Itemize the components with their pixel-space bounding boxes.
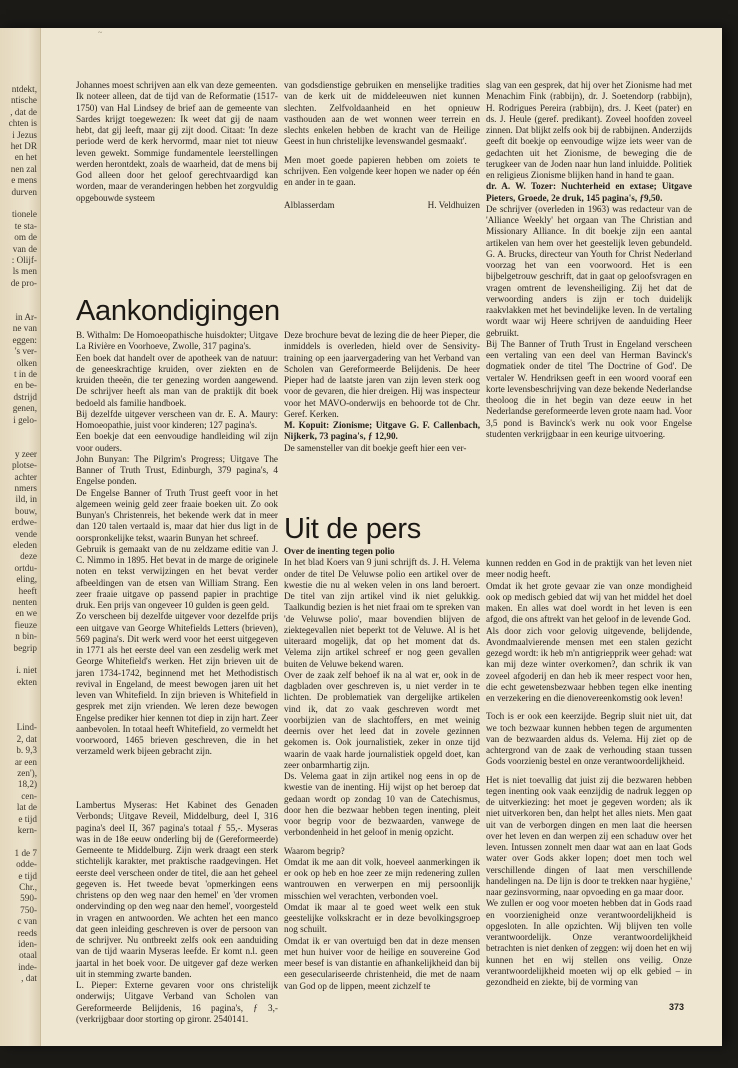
gutter-fragment: bouw, <box>14 505 37 516</box>
gutter-fragment: in Ar- <box>15 312 37 322</box>
gutter-fragment: Lind- <box>16 722 37 733</box>
announcement: Een boek dat handelt over de apotheek van de natuur: de geneeskrachtige kruiden, over ziekten en de kruiden theeën, die ter genezing worden aangewend. De schrijver heeft als man van de praktijk dit boek bedoeld als familie handboek. <box>76 352 278 408</box>
aankondigingen-col-1 <box>76 330 278 758</box>
gutter-fragment: nen zal <box>10 163 37 174</box>
gutter-fragment: begrip <box>13 642 37 653</box>
gutter-fragment: ar een <box>14 756 37 767</box>
announcement: De Engelse Banner of Truth Trust geeft voor in het algemeen weinig geld zeer fraaie boeken uit. Zo ook Bunyan's Christenreis, het bekende werk dat in meer dan 120 talen vertaald is, maar dat hier dus ligt in de oorspronkelijke tekst, waarin Bunyan het schreef. <box>76 487 278 543</box>
gutter-fragment: en we <box>15 608 37 619</box>
gutter-fragment: e tijd <box>18 870 37 881</box>
gutter-fragment: eling, <box>16 574 37 585</box>
gutter-fragment: : Olijf- <box>11 255 37 265</box>
previous-page-gutter <box>0 28 41 1046</box>
gutter-fragment: reeds <box>17 927 37 938</box>
gutter-fragment: achter <box>14 471 37 482</box>
review-para: De schrijver (overleden in 1963) was redacteur van de 'Alliance Weekly' het orgaan van The Christian and Missionary Alliance. In dit boekje zijn een aantal artikelen van hem over het geestelijk leven gebundeld. G. A. Brucks, directeur van Youth for Christ Nederland voorzag het van een voorwoord. Het is een bijbelgetrouw geschrift, dat in gaat op geloofsvragen en vragen omtrent de levensheiliging. Zij het dat de verwoording anders is zijn er toch duidelijk raakvlakken met het bevindelijke leven. In de vertaling wordt waar wij Heere schrijven de aanduiding Heer gebruikt. <box>486 203 692 338</box>
intro-para: van godsdienstige gebruiken en menselijke tradities van de kerk uit de middeleeuwen niet kunnen slechten. Zelfvoldaanheid en het opnieuw vasthouden aan de wet wonnen weer terrein en slechts enkelen hebben de kracht van de Heilige Geest in hun christelijke levenswandel gesmaakt'. <box>284 80 480 147</box>
gutter-fragment: , dat de <box>10 106 37 117</box>
gutter-fragment: ortdu- <box>14 562 37 573</box>
gutter-fragment: te sta- <box>14 220 37 231</box>
gutter-fragment: en het <box>14 152 37 163</box>
gutter-fragment: deze <box>20 551 37 562</box>
uit-de-pers-col-2 <box>284 546 480 992</box>
article-para: Omdat ik er van overtuigd ben dat in deze mensen met hun huiver voor de heilige en souvereine God meer besef is van distantie en afhankelijkheid dan bij een geseculariseerde christenheid, die met de naam van God op de lippen, meent zichzelf te <box>284 935 480 991</box>
gutter-fragment: cen- <box>21 790 37 801</box>
gutter-fragment: genen, <box>12 403 37 414</box>
gutter-fragment: ild, in <box>15 494 37 505</box>
announcement: Zo verscheen bij dezelfde uitgever voor dezelfde prijs een uitgave van George Whitefields Letters (brieven), 569 pagina's. Dit werk werd voor het eerst uitgegeven in 1771 als het eerste deel van een zesdelig werk met George Whitefield's werken. Het zijn brieven uit de jaren 1734-1742, beginnend met het Methodistisch revival in Engeland, de meest bewogen jaren uit het leven van Whitefield. In zijn brieven is Whitefield in gesprek met zijn vrienden. We leren deze bewogen Engelse prediker hier kennen tot diep in zijn hart. Zeer aanbevolen. In totaal heeft Whitefield, zo vermeldt het voorwoord, 1465 brieven geschreven, die in het verzameld werk bijeen gebracht zijn. <box>76 611 278 757</box>
gutter-fragment: tionele <box>11 209 37 220</box>
gutter-fragment: ntische <box>10 95 37 106</box>
announcement: Lambertus Myseras: Het Kabinet des Genaden Verbonds; Uitgave Reveil, Middelburg, deel I, 316 pagina's deel II, 367 pagina's totaal ƒ 55,-. Myseras was in de 18e eeuw onderling bij de (Gereformeerde) Gemeente te Middelburg. Zijn werk draagt een sterk stichtelijk karakter, met praktische raadgevingen. Het eerste deel verscheen onder de titel, die aan het geheel gegeven is. Het tweede bevat 'opmerkingen eens christens op den weg naar den hemel' en 'der vromen ondervinding op den weg naar den hemel', voorgesteld in vragen en antwoorden. We achten het een manco dat geen inleiding geschreven is over de persoon van de schrijver. Nu ontbreekt zelfs ook een aanduiding van de tijd waarin Myseras leefde. Er komt n.l. geen jaartal in het boek voor. De uitgever gaf deze werken uit in stemming zwarte banden. <box>76 800 278 979</box>
gutter-fragment: nenten <box>12 597 37 607</box>
intro-para: Ik noteer alleen, dat de tijd van de Reformatie (1517-1750) van Hal Lindsey de brief aan de gemeente van Sardes krijgt toegewezen: Ik weet dat gij de naam hebt, dat gij leeft, maar gij zijt dood. Citaat: 'In deze periode werd de kerk hervormd, maar niet tot nieuw leven gewekt. Sommige fundamentele leerstellingen werden herontdekt, zoals de waarheid, dat de mens bij God alleen door het geloof gerechtvaardigd kan worden, maar de veranderingen hebben het zorgvuldig opgebouwde systeem <box>76 91 278 203</box>
article-para: Omdat ik me aan dit volk, hoeveel aanmerkingen ik er ook op heb en hoe zeer ze mijn redenering zullen wantrouwen en verwerpen en mij persoonlijk misschien wel verachten, verbonden voel. <box>284 856 480 901</box>
gutter-fragment: 590- <box>20 893 37 904</box>
magazine-page <box>0 28 722 1046</box>
gutter-fragment: zen'), <box>17 768 37 778</box>
gutter-fragment: b. 9,3 <box>16 745 37 756</box>
page-number: 373 <box>668 1002 684 1012</box>
gutter-fragment: ekten <box>17 676 37 687</box>
intro-col-2 <box>284 80 480 212</box>
intro-para: Johannes moest schrijven aan elk van deze gemeenten. <box>76 80 278 90</box>
gutter-fragment: eggen: <box>12 334 37 345</box>
gutter-fragment: lat de <box>16 802 37 813</box>
gutter-fragment: olken <box>16 357 37 368</box>
gutter-fragment: ls men <box>12 266 37 277</box>
gutter-fragment: plotse- <box>11 460 37 471</box>
aankondigingen-col-2 <box>284 330 480 454</box>
intro-col-1 <box>76 80 278 204</box>
gutter-fragment: 1 de 7 <box>14 847 37 858</box>
intro-para: Men moet goede papieren hebben om zoiets te schrijven. Een volgende keer hopen we nader op één en ander in te gaan. <box>284 154 480 187</box>
gutter-fragment: e mens <box>11 175 37 186</box>
gutter-fragment: de pro- <box>10 277 37 288</box>
signature <box>284 200 480 211</box>
gutter-fragment: kern- <box>17 825 37 835</box>
gutter-fragment: n bin- <box>15 631 37 642</box>
announcement: L. Pieper: Externe gevaren voor ons christelijk onderwijs; Uitgave Verband van Scholen van Gereformeerde Belijdenis, 16 pagina's, ƒ 3,- (verkrijgbaar door storting op gironr. 2540141. <box>76 980 278 1024</box>
gutter-fragment: chten is <box>8 118 37 129</box>
gutter-fragment: 2, dat <box>16 733 37 744</box>
gutter-fragment: i gelo- <box>13 414 37 425</box>
gutter-fragment: iden- <box>18 939 37 949</box>
gutter-fragment: 's ver- <box>14 346 37 357</box>
gutter-fragment: eleden <box>13 540 37 550</box>
gutter-fragment: nmers <box>14 483 37 493</box>
announcement: Gebruik is gemaakt van de nu zeldzame editie van J. C. Nimmo in 1895. Het bevat in de marge de originele noten en tekst verwijzingen en het bevat verder afbeeldingen van de etsen van William Strang. Een zeer fraaie uitgave op passend papier in prachtige druk. Een prijs van ongeveer 10 gulden is geen geld. <box>76 543 278 610</box>
review-para: Bij The Banner of Truth Trust in Engeland verscheen een vertaling van een deel van Herman Bavinck's dogmatiek onder de titel 'The Doctrine of God'. De vertaler W. Hendriksen geeft in een woord vooraf een korte levensbeschrijving van deze bekende Nederlandse theoloog die in het begin van deze eeuw in het Nederlandse gereformeerde leven grote naam had. Voor 3,5 pond is Bavinck's werk nu ook voor Engelse studenten verkrijgbaar in een keurige uitvoering. <box>486 338 692 439</box>
gutter-fragment: , dat <box>21 973 37 984</box>
gutter-fragment: 750- <box>20 904 37 915</box>
article-para: Ds. Velema gaat in zijn artikel nog eens in op de kwestie van de inenting. Hij wijst op het beroep dat gedaan wordt op zondag 10 van de Catechismus, door hen die bezwaar hebben tegen inenting, pleit voor begrip voor de bezwaarden, vanwege de verbondenheid in het geloof in menig opzicht. <box>284 771 480 838</box>
article-para: Omdat ik maar al te goed weet welk een stuk geestelijke volkskracht er in deze bevolkingsgroep nog schuilt. <box>284 901 480 935</box>
gutter-fragment: vende <box>15 528 37 539</box>
gutter-fragment: c van <box>17 916 37 927</box>
gutter-fragment: otaal <box>19 950 37 961</box>
gutter-fragment: y zeer <box>14 448 37 459</box>
gutter-fragment: heeft <box>18 585 37 596</box>
uit-de-pers-col-3 <box>486 558 692 988</box>
gutter-fragment: e tijd <box>18 813 37 824</box>
review-para: slag van een gesprek, dat hij over het Zionisme had met Menachim Fink (rabbijn), dr. J. Soetendorp (rabbijn), H. Rodrigues Pereira (rabbijn), drs. J. Keet (pater) en ds. J. Heule (geref. predikant). Zoveel hoofden zoveel zinnen. Dat blijkt zelfs ook bij de rabbijnen. Anderzijds geeft dit boekje op eenvoudige wijze iets weer van de gedachten uit het Zionisme, de beweging die de terugkeer van de Joden naar hun land inluidde. Politiek en religieus Zionisme blijken hand in hand te gaan. <box>486 80 692 180</box>
announcement: Deze brochure bevat de lezing die de heer Pieper, die inmiddels is overleden, hield over de Sensivity-training op een jaarvergadering van het Verband van Scholen van Gereformeerde Belijdenis. De heer Pieper had de laatste jaren van zijn leven sterk oog voor de gevaren, die hier dreigen. Hij was inspecteur voor het MAVO-onderwijs en behoorde tot de Chr. Geref. Kerken. <box>284 330 480 419</box>
announcement: John Bunyan: The Pilgrim's Progress; Uitgave The Banner of Truth Trust, Edinburgh, 379 pagina's, 4 Engelse ponden. <box>76 453 278 487</box>
section-heading-aankondigingen: Aankondigingen <box>76 295 280 327</box>
article-para: Toch is er ook een keerzijde. Begrip sluit niet uit, dat we toch bezwaar kunnen hebben tegen de argumenten van de bezwaarden aldus ds. Velema. Hij ziet op de achtergrond van de zaak de verhouding staan tussen Gods voorzienig bestel en onze verantwoordelijkheid. <box>486 711 692 767</box>
gutter-fragment: dstrijd <box>13 391 37 402</box>
review-para: dr. A. W. Tozer: Nuchterheid en extase; Uitgave Pieters, Groede, 2e druk, 145 pagina's, ƒ9,50. <box>486 181 692 203</box>
gutter-fragment: i. niet <box>16 665 37 676</box>
gutter-fragment: durven <box>11 186 37 197</box>
article-para: Waarom begrip? <box>284 845 345 856</box>
aankondigingen-col-1b <box>76 800 278 1025</box>
announcement: M. Kopuit: Zionisme; Uitgave G. F. Callenbach, Nijkerk, 73 pagina's, ƒ 12,90. <box>284 420 480 442</box>
article-para: Over de zaak zelf behoef ik na al wat er, ook in de dagbladen over geschreven is, u niet verder in te lichten. De problematiek van dergelijke artikelen vind ik, dat zo vaak geschreven wordt met voorbijzien van de slachtoffers, en met weinig deernis over het leed dat in zovele gezinnen gekomen is. Ook journalistiek, zeker in onze tijd waarin de vaak harde journalistiek opgeld doet, kan zeer onbarmhartig zijn. <box>284 669 480 770</box>
article-para: Omdat ik het grote gevaar zie van onze mondigheid ook op medisch gebied dat wij van het middel het doel maken. En alles wat doel wordt in het leven is een afgod, die ons aftrekt van het geloof in de levende God. <box>486 580 692 625</box>
signature-place: Alblasserdam <box>284 200 335 211</box>
top-mark: ~ <box>98 28 103 37</box>
gutter-fragment: 18,2) <box>17 779 37 790</box>
gutter-fragment: Chr., <box>19 882 37 892</box>
article-para: In het blad Koers van 9 juni schrijft ds. J. H. Velema onder de titel De Veluwse polio een artikel over de kwestie die nu al weken velen in ons land beroert. De titel van zijn artikel vind ik niet gelukkig. Taalkundig bezien is het niet fraai om te spreken van 'de Veluwse polio', maar bovendien blijven de ziektegevallen niet beperkt tot de Veluwe. Al is het uiteraard mogelijk, dat op het moment dat ds. Velema zijn artikel schreef er nog geen gevallen buiten de Veluwe bekend waren. <box>284 557 480 669</box>
gutter-fragment: ne van <box>12 323 37 334</box>
announcement: Een boekje dat een eenvoudige handleiding wil zijn voor ouders. <box>76 431 278 453</box>
article-para: Het is niet toevallig dat juist zij die bezwaren hebben tegen inenting ook vaak eenzijdig de nadruk leggen op de uitverkiezing: het moet je gegeven worden; als ik niet uitverkoren ben, dan helpt het alles niets. Men gaat uit van de verborgen dingen en men laat die heersen over het leven en dan werpen zij een schaduw over het leven. Intussen zonnelt men daar wat aan en laat Gods water over Gods akker lopen; doet men toch wel verschillende dingen of laat men verschillende handelingen na. De lijn is door te trekken naar hygiëne,' naar gezinsvorming, naar opvoeding en ga maar door. <box>486 774 692 897</box>
gutter-fragment: i Jezus <box>12 129 37 140</box>
gutter-fragment: odde- <box>16 859 37 870</box>
announcement: Bij dezelfde uitgever verscheen van dr. E. A. Maury: Homoeopathie, juist voor kinderen; 127 pagina's. <box>76 408 278 430</box>
gutter-fragment: het DR <box>10 141 37 151</box>
gutter-fragment: t in de <box>14 369 37 379</box>
signature-author: H. Veldhuizen <box>427 200 480 211</box>
article-para: Als door zich voor gelovig uitgevende, belijdende, Avondmaalvierende mensen met een stalen gezicht gezegd wordt: ik heb m'n antigriepprik weer gehad: wat kan mij deze winter overkomen?, dan schrik ik van zoveel afgoderij en dan heb ik meer respect voor hen, die echt gewetensbezwaar hebben tegen elke inenting en verzekering en die dienovereenkomstig ook leven! <box>486 625 692 703</box>
gutter-fragment: van de <box>12 243 37 254</box>
section-heading-uit-de-pers: Uit de pers <box>284 513 421 545</box>
reviews-col-3 <box>486 80 692 440</box>
article-para: kunnen redden en God in de praktijk van het leven niet meer nodig heeft. <box>486 558 692 580</box>
gutter-fragment: erdwe- <box>11 517 37 528</box>
announcement: De samensteller van dit boekje geeft hier een ver- <box>284 442 467 453</box>
article-para: We zullen er oog voor moeten hebben dat in Gods raad en voorzienigheid onze verantwoordelijkheid is opgesloten. In alle opzichten. Wij blijven ten volle verantwoordelijk. Onze verantwoordelijkheid betrachten is niet denken of zeggen: wij doen het en wij kunnen het en wij stellen ons veilig. Onze verantwoordelijkheid moeten wij op elk gebied – in gezondheid en ziekte, bij de vorming van <box>486 898 692 987</box>
gutter-fragment: ntdekt, <box>11 84 37 94</box>
gutter-fragment: om de <box>14 232 37 243</box>
gutter-fragment: fieuze <box>14 619 37 630</box>
gutter-fragment: inde- <box>18 961 37 972</box>
announcement: B. Withalm: De Homoeopathische huisdokter; Uitgave La Rivière en Voorhoeve, Zwolle, 317 pagina's. <box>76 330 278 352</box>
gutter-fragment: en be- <box>14 380 37 391</box>
article-subhead: Over de inenting tegen polio <box>284 546 395 556</box>
